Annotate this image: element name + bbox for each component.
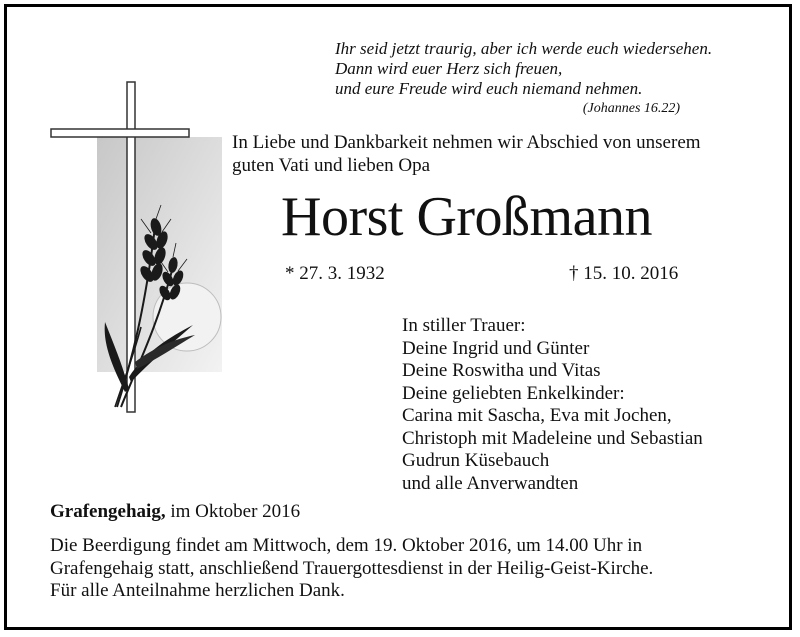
bible-verse xyxy=(335,39,712,119)
verse-line: Dann wird euer Herz sich freuen, xyxy=(335,59,563,78)
verse-line: und eure Freude wird euch niemand nehmen. xyxy=(335,79,643,98)
mourner-line: In stiller Trauer: xyxy=(402,315,526,336)
deceased-name: Horst Großmann xyxy=(281,186,652,248)
intro-line: guten Vati und lieben Opa xyxy=(232,155,431,176)
mourners-list xyxy=(402,315,703,495)
intro-line: In Liebe und Dankbarkeit nehmen wir Abschied von unserem xyxy=(232,132,701,153)
mourner-line: Carina mit Sascha, Eva mit Jochen, xyxy=(402,405,672,426)
death-date: † 15. 10. 2016 xyxy=(569,263,679,284)
notice-date: im Oktober 2016 xyxy=(165,501,301,522)
mourner-line: Deine Roswitha und Vitas xyxy=(402,360,601,381)
mourner-line: Deine Ingrid und Günter xyxy=(402,337,590,359)
cross-wheat-icon xyxy=(45,77,225,417)
verse-reference: (Johannes 16.22) xyxy=(582,101,681,116)
funeral-line: Die Beerdigung findet am Mittwoch, dem 19. Oktober 2016, um 14.00 Uhr in xyxy=(50,535,643,556)
funeral-line: Grafengehaig statt, anschließend Trauergottesdienst in der Heilig-Geist-Kirche. xyxy=(50,557,654,579)
funeral-info xyxy=(50,535,653,603)
birth-date: * 27. 3. 1932 xyxy=(285,263,385,284)
mourner-line: Christoph mit Madeleine und Sebastian xyxy=(402,427,703,449)
funeral-line: Für alle Anteilnahme herzlichen Dank. xyxy=(50,580,345,601)
mourner-line: und alle Anverwandten xyxy=(402,472,579,494)
place-and-date xyxy=(50,501,300,523)
intro-text xyxy=(232,131,701,177)
mourner-line: Gudrun Küsebauch xyxy=(402,450,550,471)
town-name: Grafengehaig, xyxy=(50,501,166,522)
mourner-line: Deine geliebten Enkelkinder: xyxy=(402,382,625,404)
verse-line: Ihr seid jetzt traurig, aber ich werde euch wiedersehen. xyxy=(335,39,713,58)
obituary-notice xyxy=(4,4,792,630)
